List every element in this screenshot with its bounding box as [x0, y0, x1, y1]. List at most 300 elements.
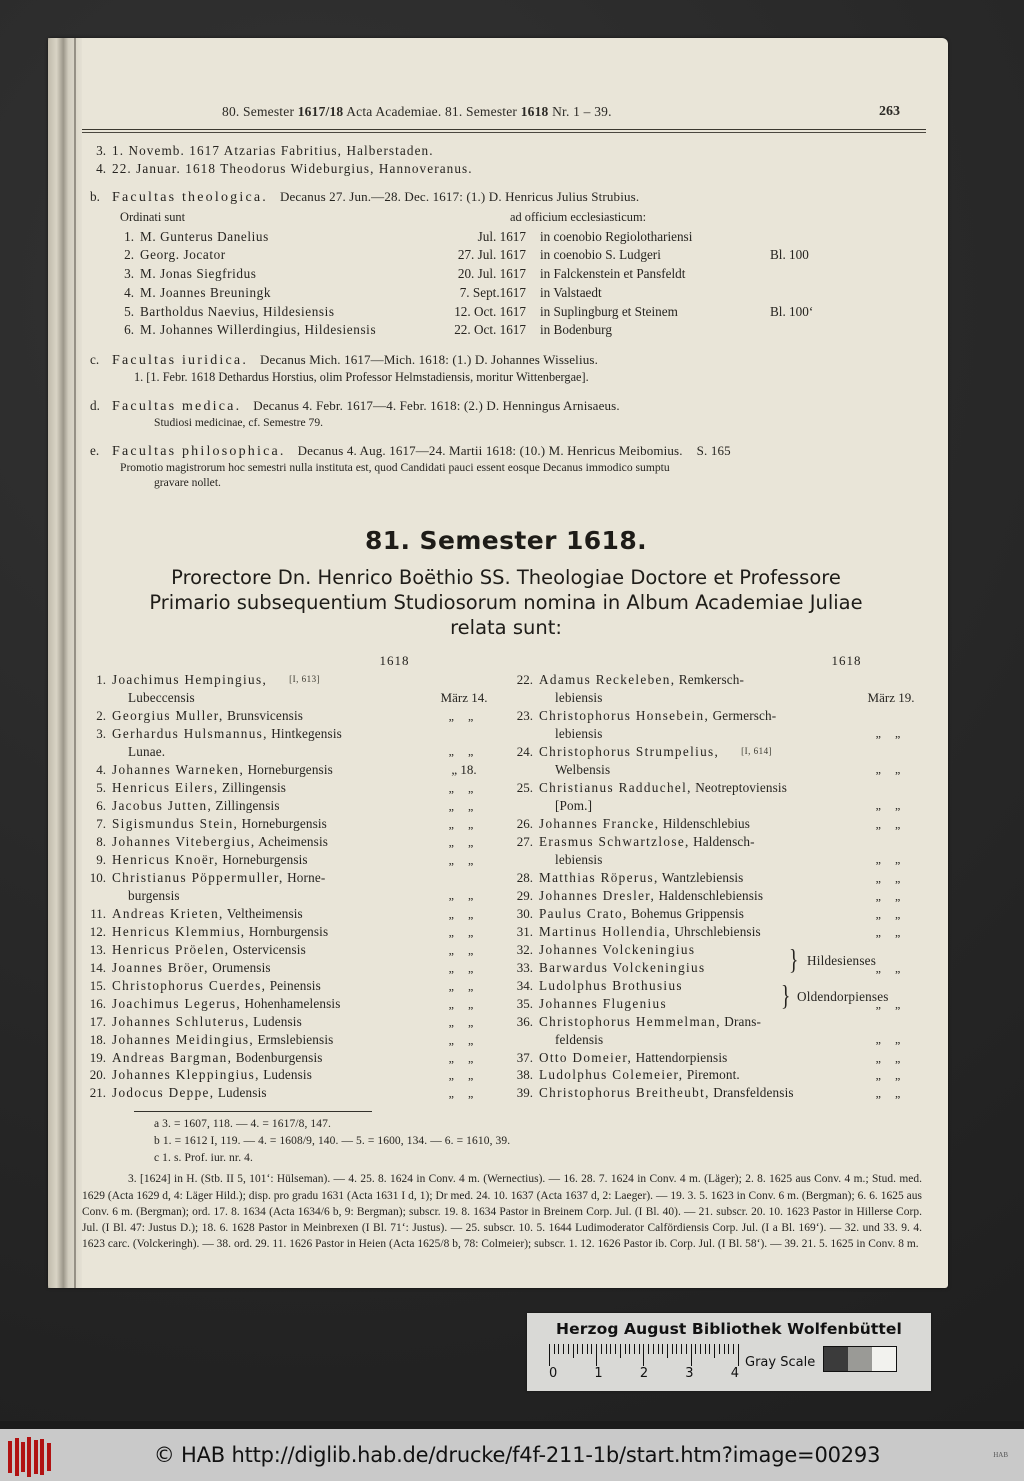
source-url-bar — [0, 1429, 1024, 1481]
continuation-text: Welbensis — [555, 762, 611, 778]
ruler-numbers — [549, 1366, 739, 1381]
list-item-number: 7. — [96, 816, 106, 832]
semester-subtitle — [82, 565, 930, 641]
list-item-name: Matthias Röperus, Wantzlebiensis — [539, 869, 744, 885]
list-item-name: Barwardus Volckeningius } Hildesienses — [539, 944, 877, 976]
list-item-number: 30. — [516, 905, 533, 921]
list-item-number: 31. — [516, 923, 533, 939]
ruler-tick — [558, 1344, 559, 1354]
list-item-date: „„ — [875, 888, 915, 903]
page-title: 81. Semester 1618. — [364, 526, 648, 556]
list-item-number: 22. — [516, 672, 533, 688]
list-item — [86, 815, 503, 833]
list-item — [513, 707, 930, 725]
row-date: 12. Oct. 1617 — [454, 303, 526, 319]
list-item-name: Paulus Crato, Bohemus Grippensis — [539, 905, 745, 921]
spacer — [86, 689, 112, 707]
footnote-paragraph-text: 3. [1624] in H. (Stb. II 5, 101‘: Hülseman). — 4. 25. 8. 1624 in Conv. 4 m. (Wernectius). — 16. 28. 7. 1624 in Conv. 4 m. (Läger); 2. 8. 1625 aus Conv. 4 m.; Stud. med. 1629 (Acta 1629 d, 4: Läger Hild.); disp. pro gradu 1631 (Acta 1631 I d, 1); Dr med. 24. 10. 1637 (Acta 1637 d, 2: Laeger). — 19. 3. 5. 1623 in Conv. 6 m. (Bergman); 6. 6. 1625 aus Conv. 6 m. (Bergman); ord. 17. 8. 1634 (Acta 1634/6 b, 9: Bergman); subscr. 19. 8. 1634 Pastor in Breinem Corp. Jul. (I Bl. 40). — 21. subscr. 20. 10. 1623 Pastor in Hillerse Corp. Jul. (I Bl. 47: Justus D.); 18. 6. 1628 Pastor in Meinbrexen (I Bl. 71‘: Justus). — 25. subscr. 10. 5. 1644 Ludimoderator Calfördiensis Corp. Jul. (I a Bl. 169‘). — 32. und 33. 9. 4. 1623 carc. (Volckeringh). — 38. ord. 29. 11. 1626 Pastor in Heien (Acta 1625/8 b, 78: Colmeier); subscr. 1. 12. 1626 Pastor ib. Corp. Jul. (I Bl. 58‘). — 39. 21. 5. 1625 in Conv. 8 m. — [82, 1173, 922, 1251]
lead-entry-text: 1. Novemb. 1617 Atzarias Fabritius, Halberstaden. — [112, 143, 434, 158]
list-item-name: Christophorus Honsebein, Germersch- — [539, 708, 777, 724]
footnotes-block — [82, 1116, 930, 1252]
row-number: 4. — [124, 284, 134, 300]
gray-patch-mid — [848, 1347, 872, 1371]
list-item-continuation — [513, 851, 930, 869]
faculty-section-philosophica — [82, 442, 930, 491]
ruler-tick — [719, 1344, 720, 1354]
list-item — [86, 725, 503, 743]
list-item-name: Johannes Warneken, Horneburgensis — [112, 762, 333, 778]
continuation-text: lebiensis — [555, 852, 603, 868]
ruler-number: 3 — [685, 1366, 694, 1381]
list-item-name: Johannes Schluterus, Ludensis — [112, 1013, 302, 1029]
ruler-tick — [577, 1344, 578, 1354]
barcode-bar — [27, 1437, 31, 1477]
list-item — [513, 869, 930, 887]
list-item-date: „„ — [448, 799, 488, 814]
list-item-date: „„ — [448, 996, 488, 1011]
ruler-tick — [587, 1344, 588, 1354]
faculty-note: Studiosi medicinae, cf. Semestre 79. — [154, 416, 324, 430]
list-item-name: Christophorus Cuerdes, Peinensis — [112, 977, 321, 993]
footnote-line-a: a 3. = 1607, 118. — 4. = 1617/8, 147. — [154, 1118, 331, 1131]
list-item — [513, 887, 930, 905]
list-item-date: „„ — [875, 906, 915, 921]
list-item-number: 37. — [516, 1049, 533, 1065]
subtitle-line-3: relata sunt: — [450, 616, 562, 640]
list-item-name: Henricus Knoër, Horneburgensis — [112, 852, 308, 868]
spacer — [513, 797, 539, 815]
footnote-rule — [134, 1111, 372, 1112]
spacer — [513, 761, 539, 779]
ruler-tick — [601, 1344, 602, 1354]
continuation-text: [Pom.] — [555, 798, 593, 814]
ruler-tick — [700, 1344, 701, 1354]
library-reference-strip — [527, 1313, 931, 1391]
spacer — [513, 1031, 539, 1049]
list-item — [86, 923, 503, 941]
continuation-text: lebiensis — [555, 726, 603, 742]
row-name: M. Gunterus Danelius — [140, 228, 269, 244]
list-item — [86, 1013, 503, 1031]
ruler-ticks — [549, 1344, 739, 1364]
ruler-tick — [629, 1344, 630, 1354]
ruler-tick — [554, 1344, 555, 1354]
ruler-tick — [709, 1344, 710, 1354]
list-item-name: Georgius Muller, Brunsvicensis — [112, 708, 304, 724]
list-item — [513, 833, 930, 851]
ruler-tick — [606, 1344, 607, 1354]
calibration-row — [527, 1338, 931, 1386]
list-item-date: „„ — [448, 709, 488, 724]
list-item-number: 21. — [89, 1085, 106, 1101]
barcode-bar — [15, 1438, 19, 1476]
row-place: in coenobio S. Ludgeri — [540, 247, 661, 263]
list-item-date: „„ — [448, 960, 488, 975]
list-item-date: „„ — [448, 887, 488, 902]
library-name: Herzog August Bibliothek Wolfenbüttel — [556, 1320, 902, 1338]
footnote-paragraph — [82, 1171, 930, 1252]
list-item-number: 8. — [96, 834, 106, 850]
list-item-number: 27. — [516, 834, 533, 850]
red-barcode-mark — [0, 1429, 62, 1481]
faculty-section-iuridica — [82, 351, 930, 386]
row-place: in Suplingburg et Steinem — [540, 303, 678, 319]
row-number: 5. — [124, 303, 134, 319]
semester-heading-block — [82, 525, 930, 641]
curly-brace-icon: } — [781, 980, 791, 1012]
faculty-title: Facultas medica. — [112, 399, 242, 415]
list-item-date: „„ — [875, 1050, 915, 1065]
row-folio-ref: Bl. 100‘ — [770, 303, 814, 319]
ruler-tick — [648, 1344, 649, 1354]
list-item-number: 4. — [96, 762, 106, 778]
binding-gutter — [48, 38, 82, 1288]
faculty-title: Facultas theologica. — [112, 190, 268, 206]
row-name: Georg. Jocator — [140, 247, 226, 263]
list-item-number: 3. — [96, 726, 106, 742]
list-item — [513, 1084, 930, 1102]
list-item-name: Ludolphus Brothusius — [539, 977, 683, 993]
list-item-number: 34. — [516, 977, 533, 993]
list-item-date: „„ — [448, 942, 488, 957]
list-item-number: 10. — [89, 869, 106, 885]
corner-mark: HAB — [993, 1451, 1008, 1459]
barcode-bar — [47, 1443, 51, 1471]
faculty-entry: 1. [1. Febr. 1618 Dethardus Horstius, olim Professor Helmstadiensis, moritur Wittenbergae]. — [134, 370, 589, 385]
ruler-tick — [672, 1344, 673, 1354]
list-item-number: 29. — [516, 887, 533, 903]
barcode-bar — [21, 1442, 25, 1472]
list-item-date: „„ — [875, 996, 915, 1011]
table-row — [120, 284, 930, 303]
ruler-tick — [568, 1344, 569, 1354]
list-item — [86, 761, 503, 779]
list-item — [513, 1049, 930, 1067]
list-item-name: Joachimus Legerus, Hohenhamelensis — [112, 995, 341, 1011]
lead-entry-text: 22. Januar. 1618 Theodorus Wideburgius, Hannoveranus. — [112, 161, 473, 177]
row-name: M. Jonas Siegfridus — [140, 266, 257, 282]
list-item-number: 16. — [89, 995, 106, 1011]
row-number: 1. — [124, 228, 134, 244]
list-item-date: „„ — [875, 924, 915, 939]
faculty-heading — [82, 397, 930, 416]
row-date: 22. Oct. 1617 — [454, 322, 526, 338]
footnote-line-c: c 1. s. Prof. iur. nr. 4. — [154, 1151, 253, 1164]
list-item-number: 39. — [516, 1085, 533, 1101]
table-row — [120, 246, 930, 265]
group-label: Oldendorpienses — [797, 988, 889, 1004]
list-item — [513, 1066, 930, 1084]
list-item — [86, 905, 503, 923]
list-item-name: Martinus Hollendia, Uhrschlebiensis — [539, 923, 761, 939]
scanned-page-sheet — [48, 38, 948, 1288]
table-row — [120, 303, 930, 322]
ruler-number: 2 — [639, 1366, 649, 1381]
source-url-text: © HAB http://diglib.hab.de/drucke/f4f-211-1b/start.htm?image=00293 — [153, 1443, 881, 1467]
ordinati-label: Ordinati sunt — [120, 209, 186, 224]
faculty-decanus: Decanus 4. Febr. 1617—4. Febr. 1618: (2.) D. Henningus Arnisaeus. — [253, 398, 620, 414]
list-item-number: 2. — [96, 708, 106, 724]
ruler-tick — [724, 1344, 725, 1354]
faculty-letter: d. — [90, 398, 100, 414]
ruler-tick — [714, 1344, 715, 1358]
list-item-name: Gerhardus Hulsmannus, Hintkegensis — [112, 726, 342, 742]
curly-brace-icon: } — [789, 944, 799, 976]
list-item-number: 23. — [516, 708, 533, 724]
list-item — [86, 959, 503, 977]
list-item-date: „„ — [448, 835, 488, 850]
faculty-note-line2: gravare nollet. — [154, 476, 221, 490]
ruler-number: 4 — [730, 1366, 739, 1381]
continuation-text: feldensis — [555, 1031, 604, 1047]
list-item-name: Jacobus Jutten, Zillingensis — [112, 798, 280, 814]
row-name: M. Joannes Breuningk — [140, 284, 272, 300]
list-item-date: „„ — [448, 924, 488, 939]
faculty-page-ref: S. 165 — [696, 443, 731, 459]
ruler-tick — [705, 1344, 706, 1354]
faculty-heading — [82, 442, 930, 461]
list-item-name: Johannes Dresler, Haldenschlebiensis — [539, 887, 764, 903]
officium-label: ad officium ecclesiasticum: — [510, 209, 647, 224]
spacer — [513, 851, 539, 869]
list-item-name: Sigismundus Stein, Horneburgensis — [112, 816, 327, 832]
faculty-note-line1: Promotio magistrorum hoc semestri nulla instituta est, quod Candidati pauci essent eosque Decanus immodico sumptu — [120, 461, 670, 475]
row-date: Jul. 1617 — [477, 228, 526, 244]
row-name: Bartholdus Naevius, Hildesiensis — [140, 303, 335, 319]
group-label: Hildesienses — [807, 952, 877, 968]
footnote-line-b: b 1. = 1612 I, 119. — 4. = 1608/9, 140. — 5. = 1600, 134. — 6. = 1610, 39. — [154, 1135, 511, 1148]
list-item-name: Joachimus Hempingius, [I, 613] — [112, 672, 321, 688]
list-item — [86, 1049, 503, 1067]
barcode-bar — [40, 1439, 44, 1475]
list-item — [86, 833, 503, 851]
list-item — [513, 923, 930, 941]
page-number: 263 — [879, 104, 900, 119]
continuation-text: Lubeccensis — [128, 690, 195, 706]
list-item-number: 17. — [89, 1013, 106, 1029]
ruler-tick — [643, 1344, 644, 1366]
list-item-number: 13. — [89, 941, 106, 957]
table-row — [120, 228, 930, 247]
gray-patch-light — [872, 1347, 896, 1371]
year-label: 1618 — [831, 652, 862, 668]
spacer — [513, 725, 539, 743]
faculty-decanus: Decanus 4. Aug. 1617—24. Martii 1618: (10.) M. Henricus Meibomius. — [297, 443, 683, 459]
list-item-date: „„ — [448, 906, 488, 921]
list-item — [86, 707, 503, 725]
list-item-name: Christophorus Breitheubt, Dransfeldensis — [539, 1085, 794, 1101]
lead-entry-number: 3. — [96, 143, 106, 158]
list-item-name: Jodocus Deppe, Ludensis — [112, 1085, 267, 1101]
list-item — [513, 743, 930, 761]
list-item-number: 36. — [516, 1013, 533, 1029]
ruler-tick — [691, 1344, 692, 1366]
ruler-tick — [681, 1344, 682, 1354]
list-item-number: 9. — [96, 852, 106, 868]
list-item-date: „„ — [448, 1014, 488, 1029]
list-item-number: 1. — [96, 672, 106, 688]
ruler-tick — [596, 1344, 597, 1366]
list-item-number: 18. — [89, 1031, 106, 1047]
list-item-name: Otto Domeier, Hattendorpiensis — [539, 1049, 728, 1065]
list-item-number: 24. — [516, 744, 533, 760]
ruler-tick — [625, 1344, 626, 1354]
list-item-name: Christophorus Hemmelman, Drans- — [539, 1013, 762, 1029]
gray-scale-patches — [823, 1346, 897, 1372]
binding-crease-line — [74, 38, 76, 1288]
ruler-tick — [591, 1344, 592, 1354]
list-item-name: Andreas Krieten, Veltheimensis — [112, 905, 303, 921]
ruler-tick — [610, 1344, 611, 1354]
ruler-tick — [738, 1344, 739, 1366]
list-item — [86, 851, 503, 869]
ruler-tick — [667, 1344, 668, 1358]
list-item-date: „„ — [448, 1050, 488, 1065]
list-item-number: 6. — [96, 798, 106, 814]
row-date: 7. Sept.1617 — [459, 284, 526, 300]
list-item-continuation — [513, 689, 930, 707]
faculty-decanus: Decanus Mich. 1617—Mich. 1618: (1.) D. Johannes Wisselius. — [260, 352, 598, 368]
list-item-date: „„ — [875, 1086, 915, 1101]
list-item-date: „„ — [448, 853, 488, 868]
main-text-column — [82, 142, 930, 1252]
list-item — [86, 995, 503, 1013]
continuation-text: burgensis — [128, 887, 180, 903]
list-item-continuation — [513, 725, 930, 743]
list-item-number: 14. — [89, 959, 106, 975]
subtitle-line-1: Prorectore Dn. Henrico Boëthio SS. Theologiae Doctore et Professore — [171, 565, 841, 589]
list-item-continuation — [513, 761, 930, 779]
row-number: 3. — [124, 266, 134, 282]
list-item-name: Henricus Pröelen, Ostervicensis — [112, 941, 306, 957]
row-number: 6. — [124, 322, 134, 338]
list-item-name: Johannes Meidingius, Ermslebiensis — [112, 1031, 334, 1047]
list-item-number: 11. — [90, 905, 106, 921]
list-item-name: Adamus Reckeleben, Remkersch- — [539, 672, 745, 688]
list-item-number: 33. — [516, 959, 533, 975]
page-content-area — [82, 38, 948, 1288]
list-item-date: „„ — [448, 817, 488, 832]
list-item-date: „„ — [875, 1068, 915, 1083]
ruler-tick — [615, 1344, 616, 1354]
ruler-tick — [653, 1344, 654, 1354]
list-item-number: 25. — [516, 780, 533, 796]
ruler-number: 1 — [594, 1366, 603, 1381]
row-name: M. Johannes Willerdingius, Hildesiensis — [140, 322, 377, 338]
list-item-name: Johannes Francke, Hildenschlebius — [539, 816, 751, 832]
spacer — [513, 689, 539, 707]
ruler-tick — [662, 1344, 663, 1354]
marginal-folio-ref: [I, 614] — [741, 746, 773, 757]
year-label: 1618 — [379, 652, 410, 668]
lead-entry-number: 4. — [96, 161, 106, 177]
barcode-bar — [8, 1441, 12, 1473]
table-row — [120, 265, 930, 284]
list-item-date: „„ — [875, 762, 915, 777]
list-item — [513, 671, 930, 689]
ruler-tick — [549, 1344, 550, 1366]
list-item — [513, 1013, 930, 1031]
lead-entry — [82, 142, 930, 159]
faculty-section-theologica — [82, 188, 930, 340]
list-item-name: Christianus Pöppermuller, Horne- — [112, 869, 326, 885]
ruler-tick — [658, 1344, 659, 1354]
faculty-heading — [82, 188, 930, 207]
list-item-number: 38. — [516, 1067, 533, 1083]
list-item-name: Christianus Radduchel, Neotreptoviensis — [539, 780, 787, 796]
list-item-continuation — [86, 743, 503, 761]
row-date: 20. Jul. 1617 — [457, 266, 526, 282]
list-item-continuation — [513, 797, 930, 815]
measuring-ruler — [549, 1342, 739, 1386]
barcode-bar — [34, 1440, 38, 1474]
ruler-tick — [573, 1344, 574, 1358]
row-place: in Valstaedt — [540, 284, 602, 300]
row-date: 27. Jul. 1617 — [457, 247, 526, 263]
faculty-subheading — [120, 209, 930, 225]
list-item-date: „„ — [875, 960, 915, 975]
faculty-heading — [82, 351, 930, 370]
list-item-name: Henricus Klemmius, Hornburgensis — [112, 923, 329, 939]
gray-scale-label: Gray Scale — [745, 1355, 816, 1370]
row-number: 2. — [124, 247, 134, 263]
list-item-date: „„ — [448, 1032, 488, 1047]
ordination-table — [120, 228, 930, 340]
faculty-decanus: Decanus 27. Jun.—28. Dec. 1617: (1.) D. Henricus Julius Strubius. — [279, 189, 640, 205]
list-item-name: Ludolphus Colemeier, Piremont. — [539, 1067, 740, 1083]
register-column-left — [86, 653, 503, 1103]
list-item — [86, 1031, 503, 1049]
list-item-date: „„ — [448, 1068, 488, 1083]
ruler-tick — [733, 1344, 734, 1354]
spacer — [86, 887, 112, 905]
list-item — [86, 869, 503, 887]
ruler-tick — [634, 1344, 635, 1354]
list-item-date: „ 18. — [451, 762, 477, 778]
gray-patch-dark — [824, 1347, 848, 1371]
faculty-letter: b. — [90, 189, 100, 205]
list-item-name: Joannes Bröer, Orumensis — [112, 959, 271, 975]
faculty-title: Facultas philosophica. — [112, 444, 286, 460]
ruler-tick — [620, 1344, 621, 1358]
ruler-tick — [695, 1344, 696, 1354]
list-item-name: Johannes Flugenius } Oldendorpienses — [539, 980, 889, 1012]
row-folio-ref: Bl. 100 — [770, 247, 809, 263]
list-item-number: 19. — [89, 1049, 106, 1065]
faculty-section-medica — [82, 397, 930, 431]
list-item-date: „„ — [875, 798, 915, 813]
list-item-name: Christophorus Strumpelius, [I, 614] — [539, 744, 773, 760]
marginal-folio-ref: [I, 613] — [289, 674, 321, 685]
list-item-number: 32. — [516, 941, 533, 957]
list-item-date: März 19. — [867, 690, 915, 706]
list-item-date: „„ — [875, 852, 915, 867]
ruler-number: 0 — [549, 1366, 558, 1381]
list-item-continuation — [513, 1031, 930, 1049]
faculty-letter: c. — [90, 352, 100, 368]
ruler-tick — [686, 1344, 687, 1354]
list-item-number: 5. — [96, 780, 106, 796]
list-item-date: „„ — [448, 1086, 488, 1101]
ruler-tick — [582, 1344, 583, 1354]
list-item-number: 12. — [89, 923, 106, 939]
lead-entry — [82, 160, 930, 177]
list-item — [513, 815, 930, 833]
list-item-number: 35. — [516, 995, 533, 1011]
list-item-name: Johannes Volckeningius — [539, 941, 696, 957]
list-item-number: 20. — [89, 1067, 106, 1083]
list-item-number: 26. — [516, 816, 533, 832]
